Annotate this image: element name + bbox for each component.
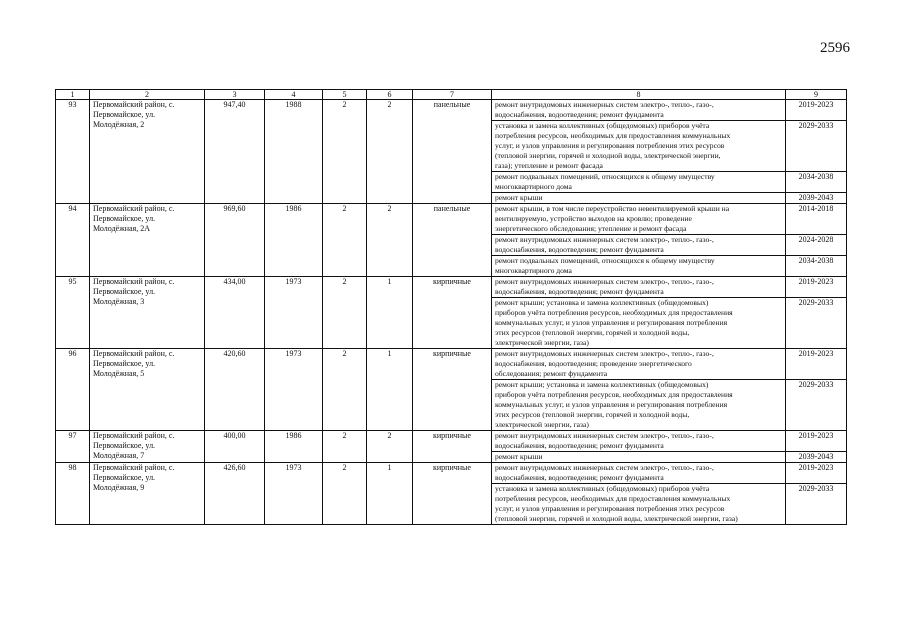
cell-line: Первомайский район, с. xyxy=(93,431,175,440)
work-description-cell xyxy=(492,298,786,349)
repair-schedule-table xyxy=(55,89,847,525)
header-cell: 2 xyxy=(90,90,205,100)
page-number: 2596 xyxy=(820,40,850,56)
work-description-cell xyxy=(492,277,786,298)
cell-line: Первомайское, ул. xyxy=(93,214,156,223)
cell-line: газа); утепление и ремонт фасада xyxy=(495,161,603,170)
cell-line: установка и замена коллективных (общедомовых) приборов учёта xyxy=(495,121,710,130)
cell-line: многоквартирного дома xyxy=(495,266,572,275)
cell-line: потребления ресурсов, необходимых для предоставления коммунальных xyxy=(495,131,731,140)
period-cell: 2014-2018 xyxy=(786,204,847,235)
cell-line: Первомайский район, с. xyxy=(93,277,175,286)
header-cell: 5 xyxy=(323,90,367,100)
building-number: 93 xyxy=(56,100,90,204)
entrances-cell: 2 xyxy=(367,431,413,463)
table-row xyxy=(56,431,847,452)
year-cell: 1986 xyxy=(265,431,323,463)
floors-cell: 2 xyxy=(323,277,367,349)
year-cell: 1986 xyxy=(265,204,323,277)
cell-line: Первомайское, ул. xyxy=(93,110,156,119)
cell-line: этих ресурсов (тепловой энергии, горячей и холодной воды, xyxy=(495,328,690,337)
floors-cell: 2 xyxy=(323,100,367,204)
cell-line: Первомайское, ул. xyxy=(93,441,156,450)
entrances-cell: 1 xyxy=(367,277,413,349)
header-cell: 3 xyxy=(205,90,265,100)
area-cell: 420,60 xyxy=(205,349,265,431)
period-cell: 2034-2038 xyxy=(786,256,847,277)
period-cell: 2019-2023 xyxy=(786,100,847,121)
wall-material-cell: панельные xyxy=(413,100,492,204)
table-body xyxy=(56,90,847,525)
work-description-cell xyxy=(492,452,786,463)
wall-material-cell: кирпичные xyxy=(413,349,492,431)
cell-line: Первомайский район, с. xyxy=(93,204,175,213)
period-cell: 2029-2033 xyxy=(786,121,847,172)
cell-line: обследования; ремонт фундамента xyxy=(495,369,608,378)
cell-line: Молодёжная, 2А xyxy=(93,224,151,233)
address-cell xyxy=(90,463,205,525)
cell-line: водоснабжения, водоотведения; ремонт фундамента xyxy=(495,441,664,450)
header-cell: 6 xyxy=(367,90,413,100)
work-description-cell xyxy=(492,204,786,235)
period-cell: 2029-2033 xyxy=(786,380,847,431)
period-cell: 2019-2023 xyxy=(786,277,847,298)
period-cell: 2034-2038 xyxy=(786,172,847,193)
work-description-cell xyxy=(492,484,786,525)
address-cell xyxy=(90,431,205,463)
work-description-cell xyxy=(492,463,786,484)
header-cell: 8 xyxy=(492,90,786,100)
cell-line: энергетического обследования; утепление и ремонт фасада xyxy=(495,224,687,233)
header-cell: 4 xyxy=(265,90,323,100)
cell-line: потребления ресурсов, необходимых для предоставления коммунальных xyxy=(495,494,731,503)
cell-line: ремонт внутридомовых инженерных систем электро-, тепло-, газо-, xyxy=(495,431,714,440)
cell-line: водоснабжения, водоотведения; проведение энергетического xyxy=(495,359,692,368)
work-description-cell xyxy=(492,100,786,121)
building-number: 96 xyxy=(56,349,90,431)
address-cell xyxy=(90,100,205,204)
cell-line: Первомайский район, с. xyxy=(93,100,175,109)
entrances-cell: 2 xyxy=(367,204,413,277)
table-row xyxy=(56,463,847,484)
cell-line: (тепловой энергии, горячей и холодной воды, электрической энергии, газа) xyxy=(495,514,738,523)
cell-line: ремонт подвальных помещений, относящихся к общему имуществу xyxy=(495,256,715,265)
cell-line: Первомайское, ул. xyxy=(93,359,156,368)
address-cell xyxy=(90,349,205,431)
floors-cell: 2 xyxy=(323,431,367,463)
cell-line: ремонт внутридомовых инженерных систем электро-, тепло-, газо-, xyxy=(495,349,714,358)
cell-line: водоснабжения, водоотведения; ремонт фундамента xyxy=(495,287,664,296)
cell-line: ремонт крыши xyxy=(495,452,543,461)
period-cell: 2029-2033 xyxy=(786,484,847,525)
area-cell: 400,00 xyxy=(205,431,265,463)
cell-line: Первомайский район, с. xyxy=(93,463,175,472)
work-description-cell xyxy=(492,256,786,277)
header-row xyxy=(56,90,847,100)
cell-line: приборов учёта потребления ресурсов, необходимых для предоставления xyxy=(495,308,733,317)
address-cell xyxy=(90,204,205,277)
building-number: 98 xyxy=(56,463,90,525)
cell-line: электрической энергии, газа) xyxy=(495,338,589,347)
cell-line: услуг, и узлов управления и регулирования потребления этих ресурсов xyxy=(495,141,725,150)
cell-line: коммунальных услуг, и узлов управления и регулирования потребления xyxy=(495,318,728,327)
cell-line: ремонт внутридомовых инженерных систем электро-, тепло-, газо-, xyxy=(495,463,714,472)
cell-line: ремонт крыши; установка и замена коллективных (общедомовых) xyxy=(495,380,709,389)
cell-line: Первомайский район, с. xyxy=(93,349,175,358)
cell-line: ремонт крыши, в том числе переустройство невентилируемой крыши на xyxy=(495,204,730,213)
building-number: 95 xyxy=(56,277,90,349)
floors-cell: 2 xyxy=(323,204,367,277)
cell-line: коммунальных услуг, и узлов управления и регулирования потребления xyxy=(495,400,728,409)
work-description-cell xyxy=(492,235,786,256)
address-cell xyxy=(90,277,205,349)
cell-line: приборов учёта потребления ресурсов, необходимых для предоставления xyxy=(495,390,733,399)
cell-line: водоснабжения, водоотведения; ремонт фундамента xyxy=(495,245,664,254)
year-cell: 1973 xyxy=(265,349,323,431)
cell-line: водоснабжения, водоотведения; ремонт фундамента xyxy=(495,110,664,119)
entrances-cell: 2 xyxy=(367,100,413,204)
header-cell: 1 xyxy=(56,90,90,100)
table-row xyxy=(56,204,847,235)
wall-material-cell: кирпичные xyxy=(413,431,492,463)
area-cell: 969,60 xyxy=(205,204,265,277)
floors-cell: 2 xyxy=(323,463,367,525)
year-cell: 1973 xyxy=(265,277,323,349)
cell-line: ремонт внутридомовых инженерных систем электро-, тепло-, газо-, xyxy=(495,100,714,109)
wall-material-cell: панельные xyxy=(413,204,492,277)
wall-material-cell: кирпичные xyxy=(413,463,492,525)
cell-line: Молодёжная, 3 xyxy=(93,297,145,306)
work-description-cell xyxy=(492,380,786,431)
cell-line: этих ресурсов (тепловой энергии, горячей и холодной воды, xyxy=(495,410,690,419)
cell-line: водоснабжения, водоотведения; ремонт фундамента xyxy=(495,473,664,482)
period-cell: 2019-2023 xyxy=(786,463,847,484)
cell-line: электрической энергии, газа) xyxy=(495,420,589,429)
building-number: 97 xyxy=(56,431,90,463)
cell-line: Первомайское, ул. xyxy=(93,287,156,296)
cell-line: ремонт крыши xyxy=(495,193,543,202)
work-description-cell xyxy=(492,172,786,193)
table-row xyxy=(56,100,847,121)
cell-line: ремонт внутридомовых инженерных систем электро-, тепло-, газо-, xyxy=(495,277,714,286)
period-cell: 2039-2043 xyxy=(786,193,847,204)
period-cell: 2019-2023 xyxy=(786,431,847,452)
cell-line: Первомайское, ул. xyxy=(93,473,156,482)
entrances-cell: 1 xyxy=(367,349,413,431)
area-cell: 947,40 xyxy=(205,100,265,204)
cell-line: установка и замена коллективных (общедомовых) приборов учёта xyxy=(495,484,710,493)
cell-line: Молодёжная, 5 xyxy=(93,369,145,378)
cell-line: Молодёжная, 2 xyxy=(93,120,145,129)
work-description-cell xyxy=(492,193,786,204)
period-cell: 2039-2043 xyxy=(786,452,847,463)
area-cell: 434,00 xyxy=(205,277,265,349)
header-cell: 7 xyxy=(413,90,492,100)
building-number: 94 xyxy=(56,204,90,277)
entrances-cell: 1 xyxy=(367,463,413,525)
header-cell: 9 xyxy=(786,90,847,100)
period-cell: 2029-2033 xyxy=(786,298,847,349)
cell-line: Молодёжная, 9 xyxy=(93,483,145,492)
table-row xyxy=(56,277,847,298)
cell-line: ремонт внутридомовых инженерных систем электро-, тепло-, газо-, xyxy=(495,235,714,244)
year-cell: 1988 xyxy=(265,100,323,204)
cell-line: вентилируемую, устройство выходов на кровлю; проведение xyxy=(495,214,692,223)
cell-line: многоквартирного дома xyxy=(495,182,572,191)
cell-line: (тепловой энергии, горячей и холодной воды, электрической энергии, xyxy=(495,151,721,160)
work-description-cell xyxy=(492,431,786,452)
work-description-cell xyxy=(492,349,786,380)
year-cell: 1973 xyxy=(265,463,323,525)
cell-line: ремонт подвальных помещений, относящихся к общему имуществу xyxy=(495,172,715,181)
floors-cell: 2 xyxy=(323,349,367,431)
area-cell: 426,60 xyxy=(205,463,265,525)
table-row xyxy=(56,349,847,380)
work-description-cell xyxy=(492,121,786,172)
cell-line: ремонт крыши; установка и замена коллективных (общедомовых) xyxy=(495,298,709,307)
cell-line: услуг, и узлов управления и регулирования потребления этих ресурсов xyxy=(495,504,725,513)
period-cell: 2019-2023 xyxy=(786,349,847,380)
cell-line: Молодёжная, 7 xyxy=(93,451,145,460)
wall-material-cell: кирпичные xyxy=(413,277,492,349)
period-cell: 2024-2028 xyxy=(786,235,847,256)
